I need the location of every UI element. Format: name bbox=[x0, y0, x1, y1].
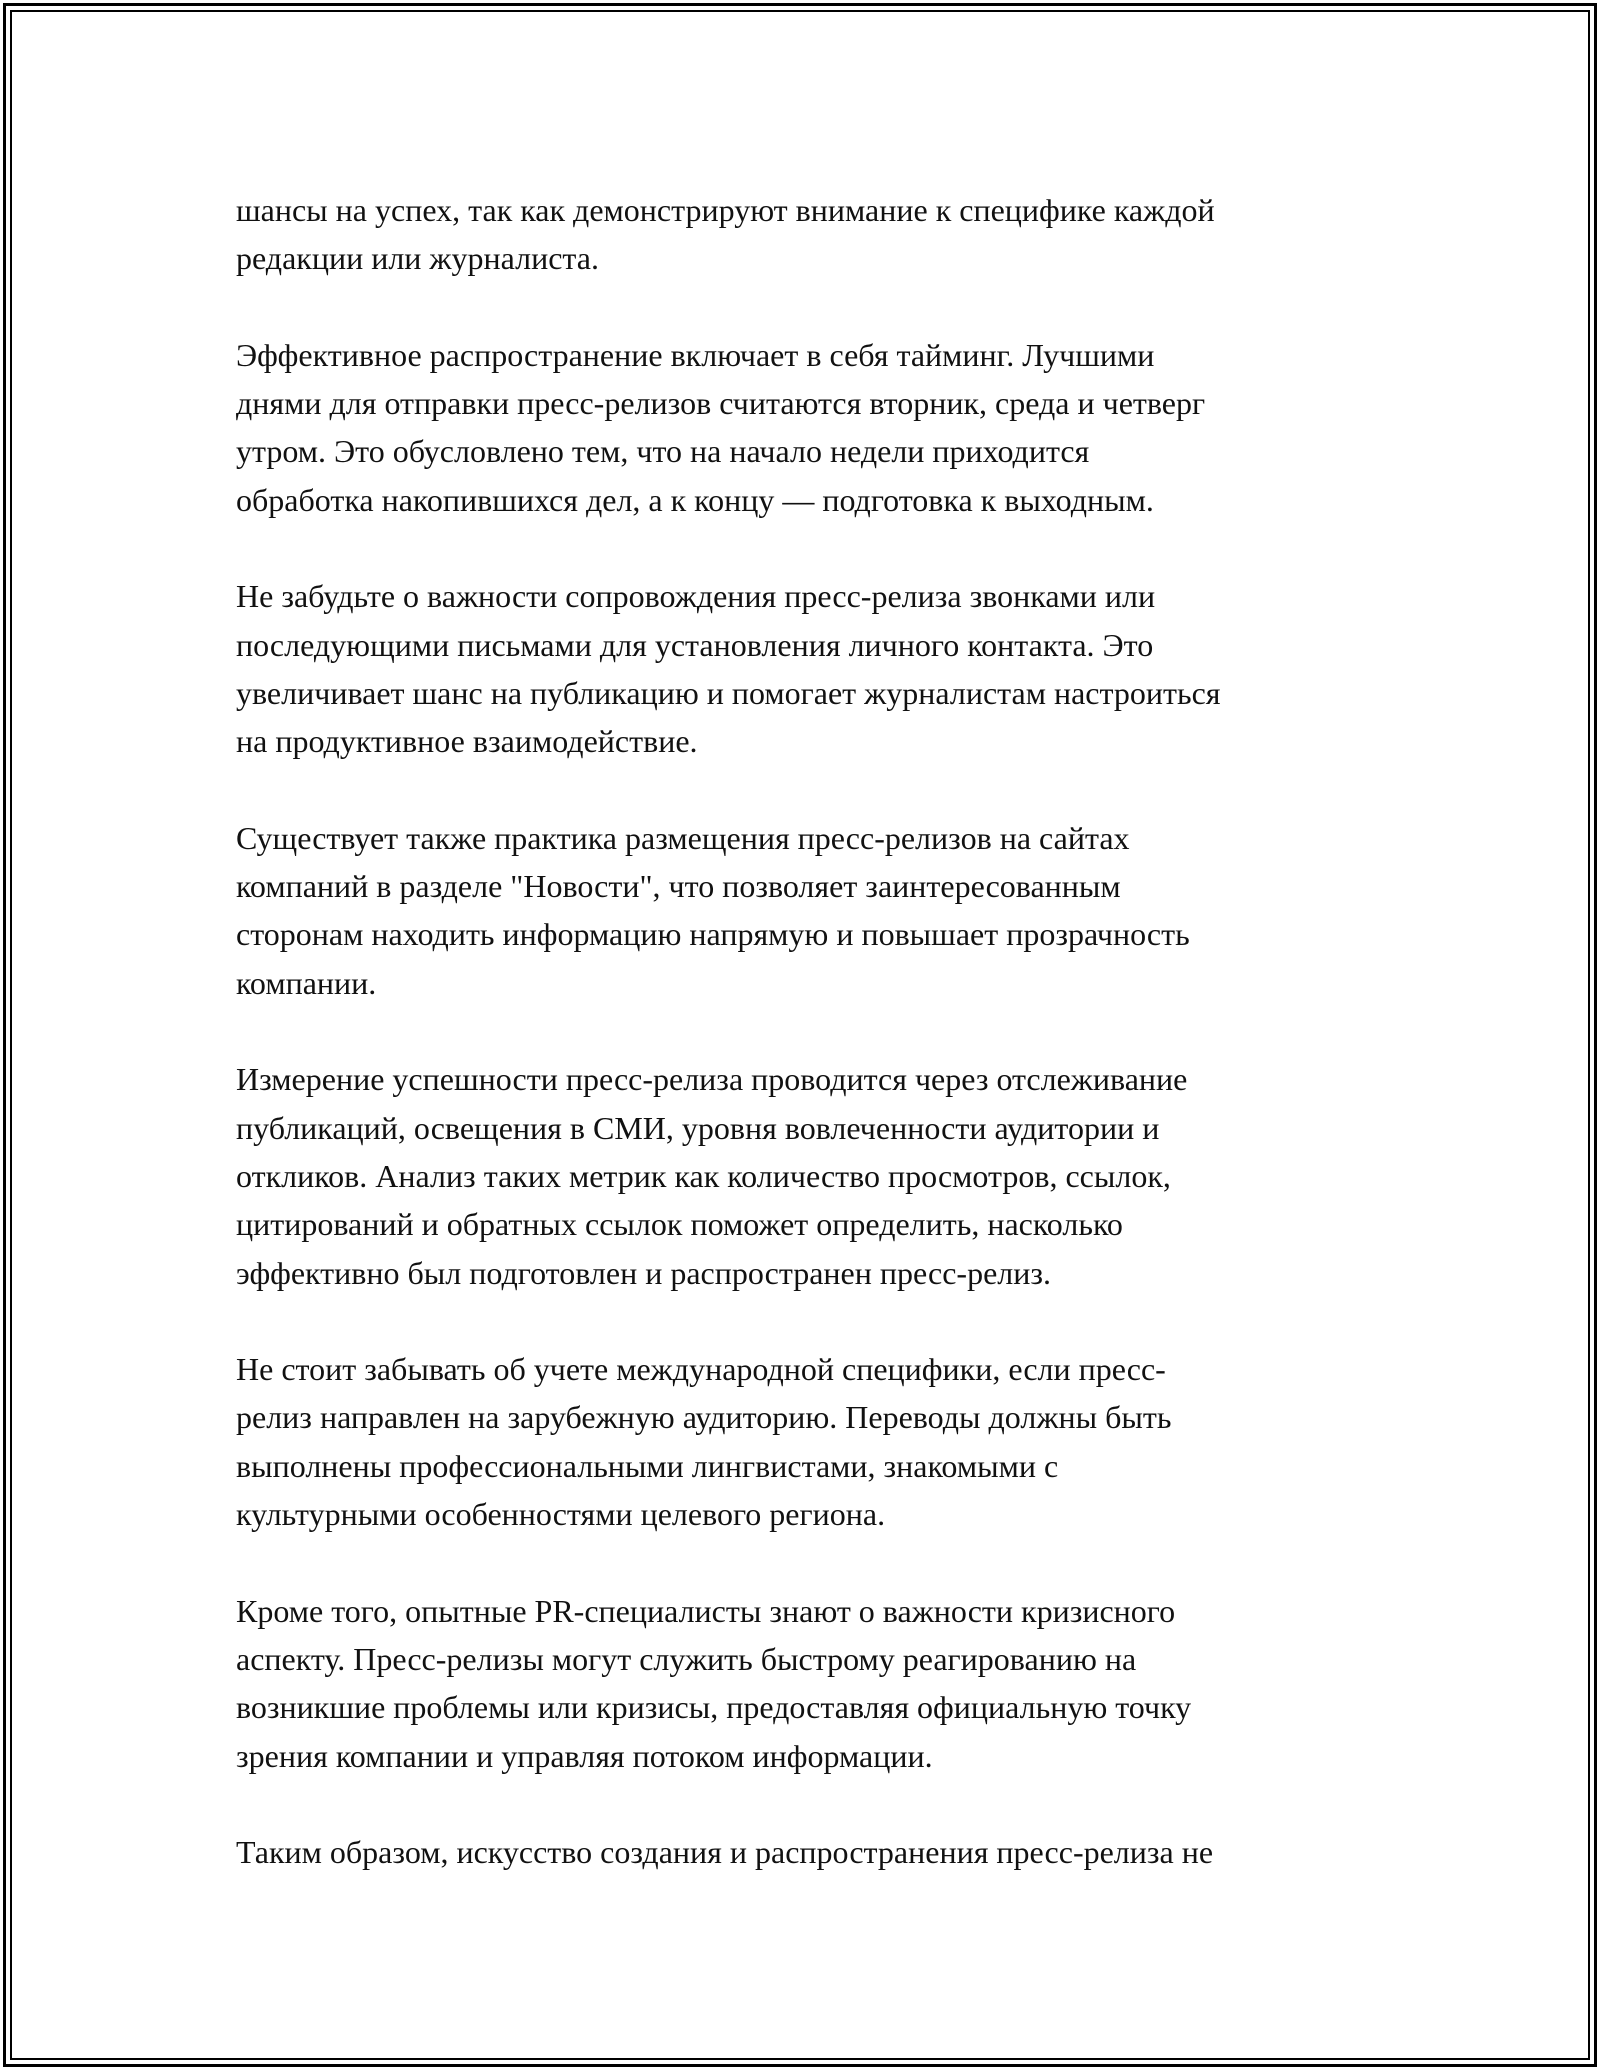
text-line: увеличивает шанс на публикацию и помогает журналистам настроиться bbox=[236, 674, 1221, 711]
text-line: днями для отправки пресс-релизов считаются вторник, среда и четверг bbox=[236, 385, 1206, 422]
paragraph bbox=[236, 814, 1386, 1007]
text-line: Существует также практика размещения пресс-релизов на сайтах bbox=[236, 819, 1130, 856]
text-line: последующими письмами для установления личного контакта. Это bbox=[236, 626, 1154, 663]
text-line: возникшие проблемы или кризисы, предоставляя официальную точку bbox=[236, 1689, 1192, 1726]
document-body bbox=[236, 186, 1386, 1925]
text-line: шансы на успех, так как демонстрируют внимание к специфике каждой bbox=[236, 192, 1215, 228]
text-line: аспекту. Пресс-релизы могут служить быстрому реагированию на bbox=[236, 1640, 1137, 1677]
text-line: на продуктивное взаимодействие. bbox=[236, 723, 698, 760]
paragraph bbox=[236, 1055, 1386, 1296]
text-line: выполнены профессиональными лингвистами, знакомыми с bbox=[236, 1447, 1059, 1484]
text-line: цитирований и обратных ссылок поможет определить, насколько bbox=[236, 1206, 1123, 1243]
text-line: компании. bbox=[236, 964, 377, 1001]
text-line: компаний в разделе "Новости", что позволяет заинтересованным bbox=[236, 868, 1121, 905]
text-line: редакции или журналиста. bbox=[236, 240, 599, 277]
text-line: релиз направлен на зарубежную аудиторию. Переводы должны быть bbox=[236, 1399, 1172, 1436]
paragraph bbox=[236, 1587, 1386, 1780]
text-line: Кроме того, опытные PR-специалисты знают о важности кризисного bbox=[236, 1592, 1176, 1629]
text-line: утром. Это обусловлено тем, что на начало недели приходится bbox=[236, 433, 1090, 470]
text-line: обработка накопившихся дел, а к концу — подготовка к выходным. bbox=[236, 481, 1154, 518]
text-line: зрения компании и управляя потоком информации. bbox=[236, 1737, 933, 1774]
text-line: Не забудьте о важности сопровождения пресс-релиза звонками или bbox=[236, 578, 1156, 615]
text-line: публикаций, освещения в СМИ, уровня вовлеченности аудитории и bbox=[236, 1109, 1160, 1146]
text-line: культурными особенностями целевого региона. bbox=[236, 1496, 886, 1533]
paragraph bbox=[236, 331, 1386, 524]
text-line: эффективно был подготовлен и распространен пресс-релиз. bbox=[236, 1254, 1051, 1291]
paragraph bbox=[236, 1345, 1386, 1538]
text-line: откликов. Анализ таких метрик как количество просмотров, ссылок, bbox=[236, 1157, 1171, 1194]
paragraph bbox=[236, 1828, 1386, 1876]
text-line: Не стоит забывать об учете международной специфики, если пресс- bbox=[236, 1351, 1166, 1388]
paragraph bbox=[236, 572, 1386, 765]
paragraph bbox=[236, 186, 1386, 283]
text-line: Таким образом, искусство создания и распространения пресс-релиза не bbox=[236, 1834, 1214, 1871]
text-line: Эффективное распространение включает в себя тайминг. Лучшими bbox=[236, 336, 1155, 373]
text-line: сторонам находить информацию напрямую и повышает прозрачность bbox=[236, 916, 1190, 953]
text-line: Измерение успешности пресс-релиза проводится через отслеживание bbox=[236, 1061, 1188, 1098]
